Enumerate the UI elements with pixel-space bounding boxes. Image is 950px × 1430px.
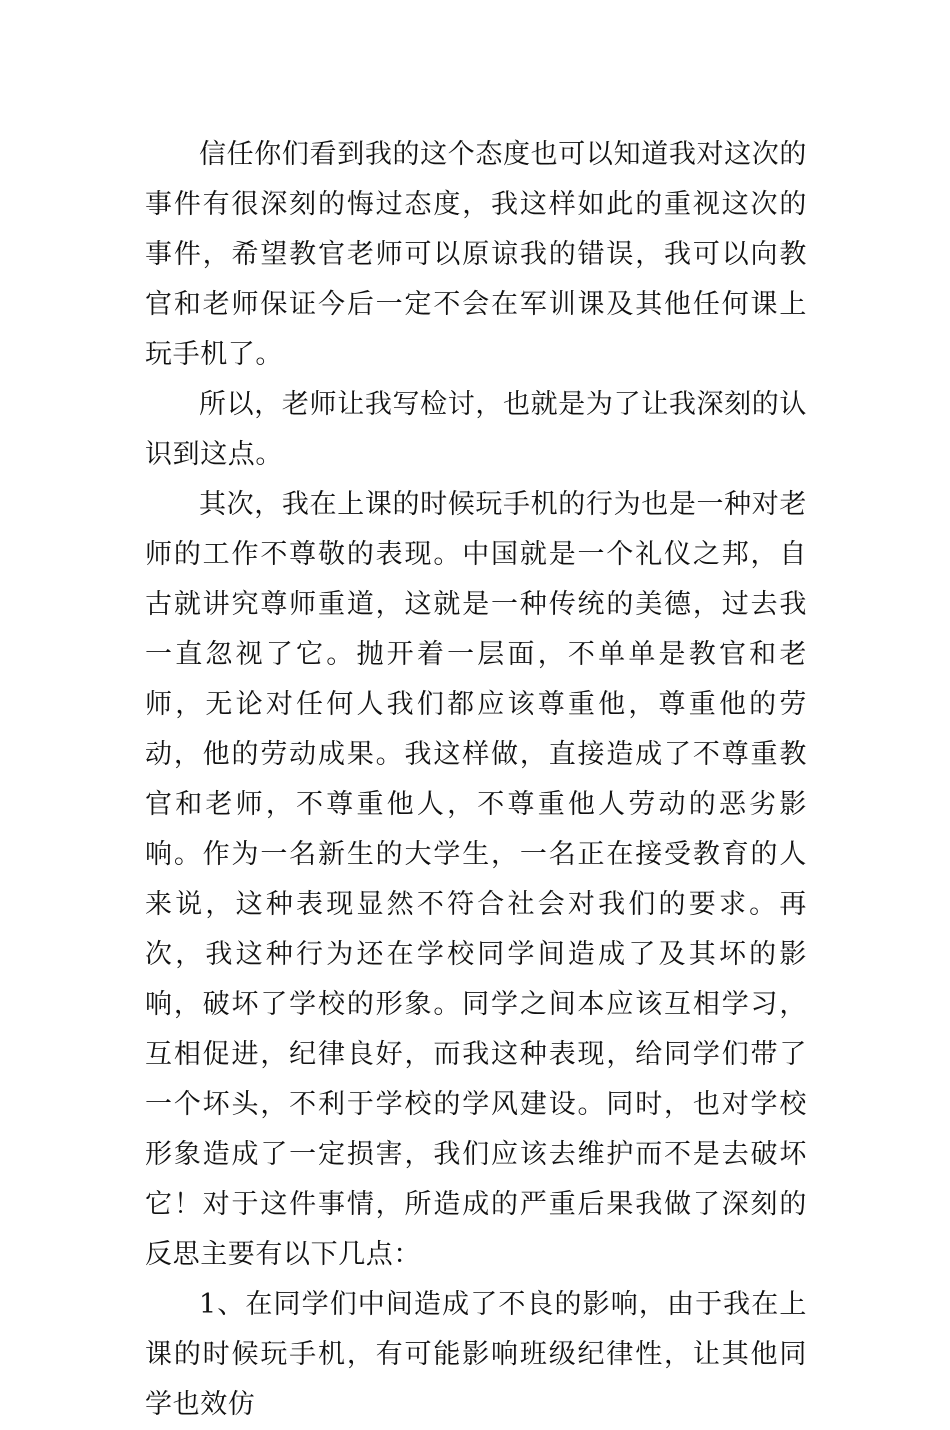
paragraph-1: 信任你们看到我的这个态度也可以知道我对这次的事件有很深刻的悔过态度，我这样如此的重视这次的事件，希望教官老师可以原谅我的错误，我可以向教官和老师保证今后一定不会在军训课及其他任何课上玩手机了。 <box>145 139 807 370</box>
paragraph-4: 1、在同学们中间造成了不良的影响，由于我在上课的时候玩手机，有可能影响班级纪律性，让其他同学也效仿 <box>145 1289 807 1420</box>
paragraph-3: 其次，我在上课的时候玩手机的行为也是一种对老师的工作不尊敬的表现。中国就是一个礼仪之邦，自古就讲究尊师重道，这就是一种传统的美德，过去我一直忽视了它。抛开着一层面，不单单是教官和老师，无论对任何人我们都应该尊重他，尊重他的劳动，他的劳动成果。我这样做，直接造成了不尊重教官和老师，不尊重他人，不尊重他人劳动的恶劣影响。作为一名新生的大学生，一名正在接受教育的人来说，这种表现显然不符合社会对我们的要求。再次，我这种行为还在学校同学间造成了及其坏的影响，破坏了学校的形象。同学之间本应该互相学习，互相促进，纪律良好，而我这种表现，给同学们带了一个坏头，不利于学校的学风建设。同时，也对学校形象造成了一定损害，我们应该去维护而不是去破坏它！对于这件事情，所造成的严重后果我做了深刻的反思主要有以下几点： <box>145 489 807 1270</box>
document-body <box>145 130 807 1430</box>
paragraph-2: 所以，老师让我写检讨，也就是为了让我深刻的认识到这点。 <box>145 389 807 470</box>
